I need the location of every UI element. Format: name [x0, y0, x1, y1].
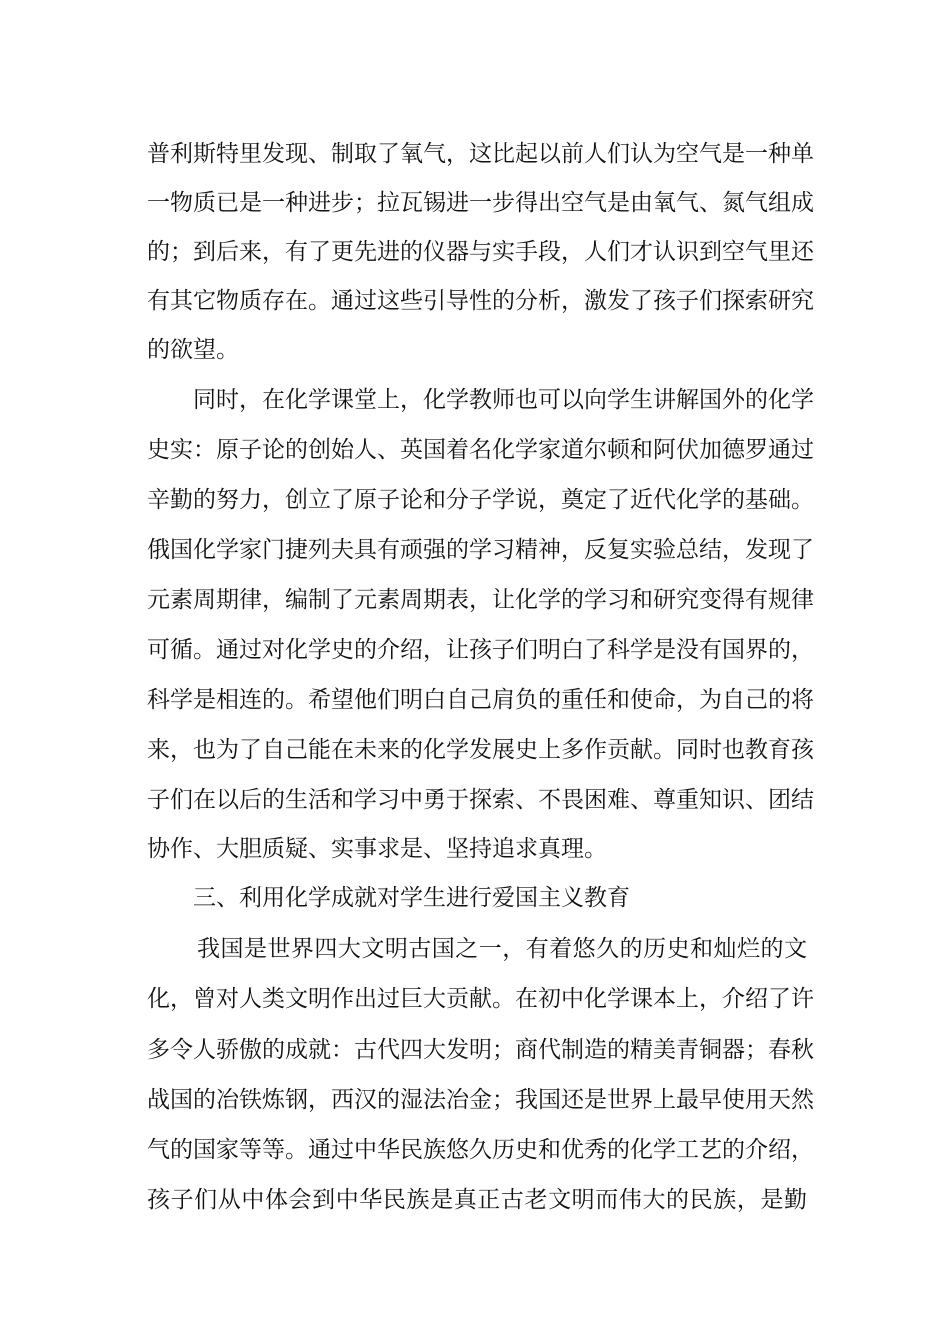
text-line: 科学是相连的。希望他们明白自己肩负的重任和使命，为自己的将	[147, 687, 814, 713]
paragraph-first-line: 同时，在化学课堂上，化学教师也可以向学生讲解国外的化学	[193, 387, 814, 413]
text-line: 俄国化学家门捷列夫具有顽强的学习精神，反复实验总结，发现了	[147, 537, 814, 563]
text-line: 协作、大胆质疑、实事求是、坚持追求真理。	[147, 836, 607, 862]
text-line: 可循。通过对化学史的介绍，让孩子们明白了科学是没有国界的，	[147, 637, 814, 663]
text-line: 气的国家等等。通过中华民族悠久历史和优秀的化学工艺的介绍，	[147, 1137, 814, 1163]
text-line: 的欲望。	[147, 337, 239, 363]
text-line: 来，也为了自己能在未来的化学发展史上多作贡献。同时也教育孩	[147, 737, 814, 763]
text-line: 史实：原子论的创始人、英国着名化学家道尔顿和阿伏加德罗通过	[147, 437, 814, 463]
section-heading: 三、利用化学成就对学生进行爱国主义教育	[193, 885, 630, 911]
text-line: 多令人骄傲的成就：古代四大发明；商代制造的精美青铜器；春秋	[147, 1037, 814, 1063]
text-line: 辛勤的努力，创立了原子论和分子学说，奠定了近代化学的基础。	[147, 487, 814, 513]
text-line: 战国的冶铁炼钢，西汉的湿法冶金；我国还是世界上最早使用天然	[147, 1087, 814, 1113]
text-line: 有其它物质存在。通过这些引导性的分析，激发了孩子们探索研究	[147, 288, 814, 314]
text-line: 子们在以后的生活和学习中勇于探索、不畏困难、尊重知识、团结	[147, 787, 814, 813]
text-line: 元素周期律，编制了元素周期表，让化学的学习和研究变得有规律	[147, 587, 814, 613]
text-line: 化，曾对人类文明作出过巨大贡献。在初中化学课本上，介绍了许	[147, 986, 814, 1012]
text-line: 普利斯特里发现、制取了氧气，这比起以前人们认为空气是一种单	[147, 141, 814, 167]
text-line: 孩子们从中体会到中华民族是真正古老文明而伟大的民族，是勤	[147, 1187, 807, 1213]
paragraph-first-line: 我国是世界四大文明古国之一，有着悠久的历史和灿烂的文	[197, 936, 807, 962]
text-line: 一物质已是一种进步；拉瓦锡进一步得出空气是由氧气、氮气组成	[147, 190, 814, 216]
text-line: 的；到后来，有了更先进的仪器与实手段，人们才认识到空气里还	[147, 239, 814, 265]
